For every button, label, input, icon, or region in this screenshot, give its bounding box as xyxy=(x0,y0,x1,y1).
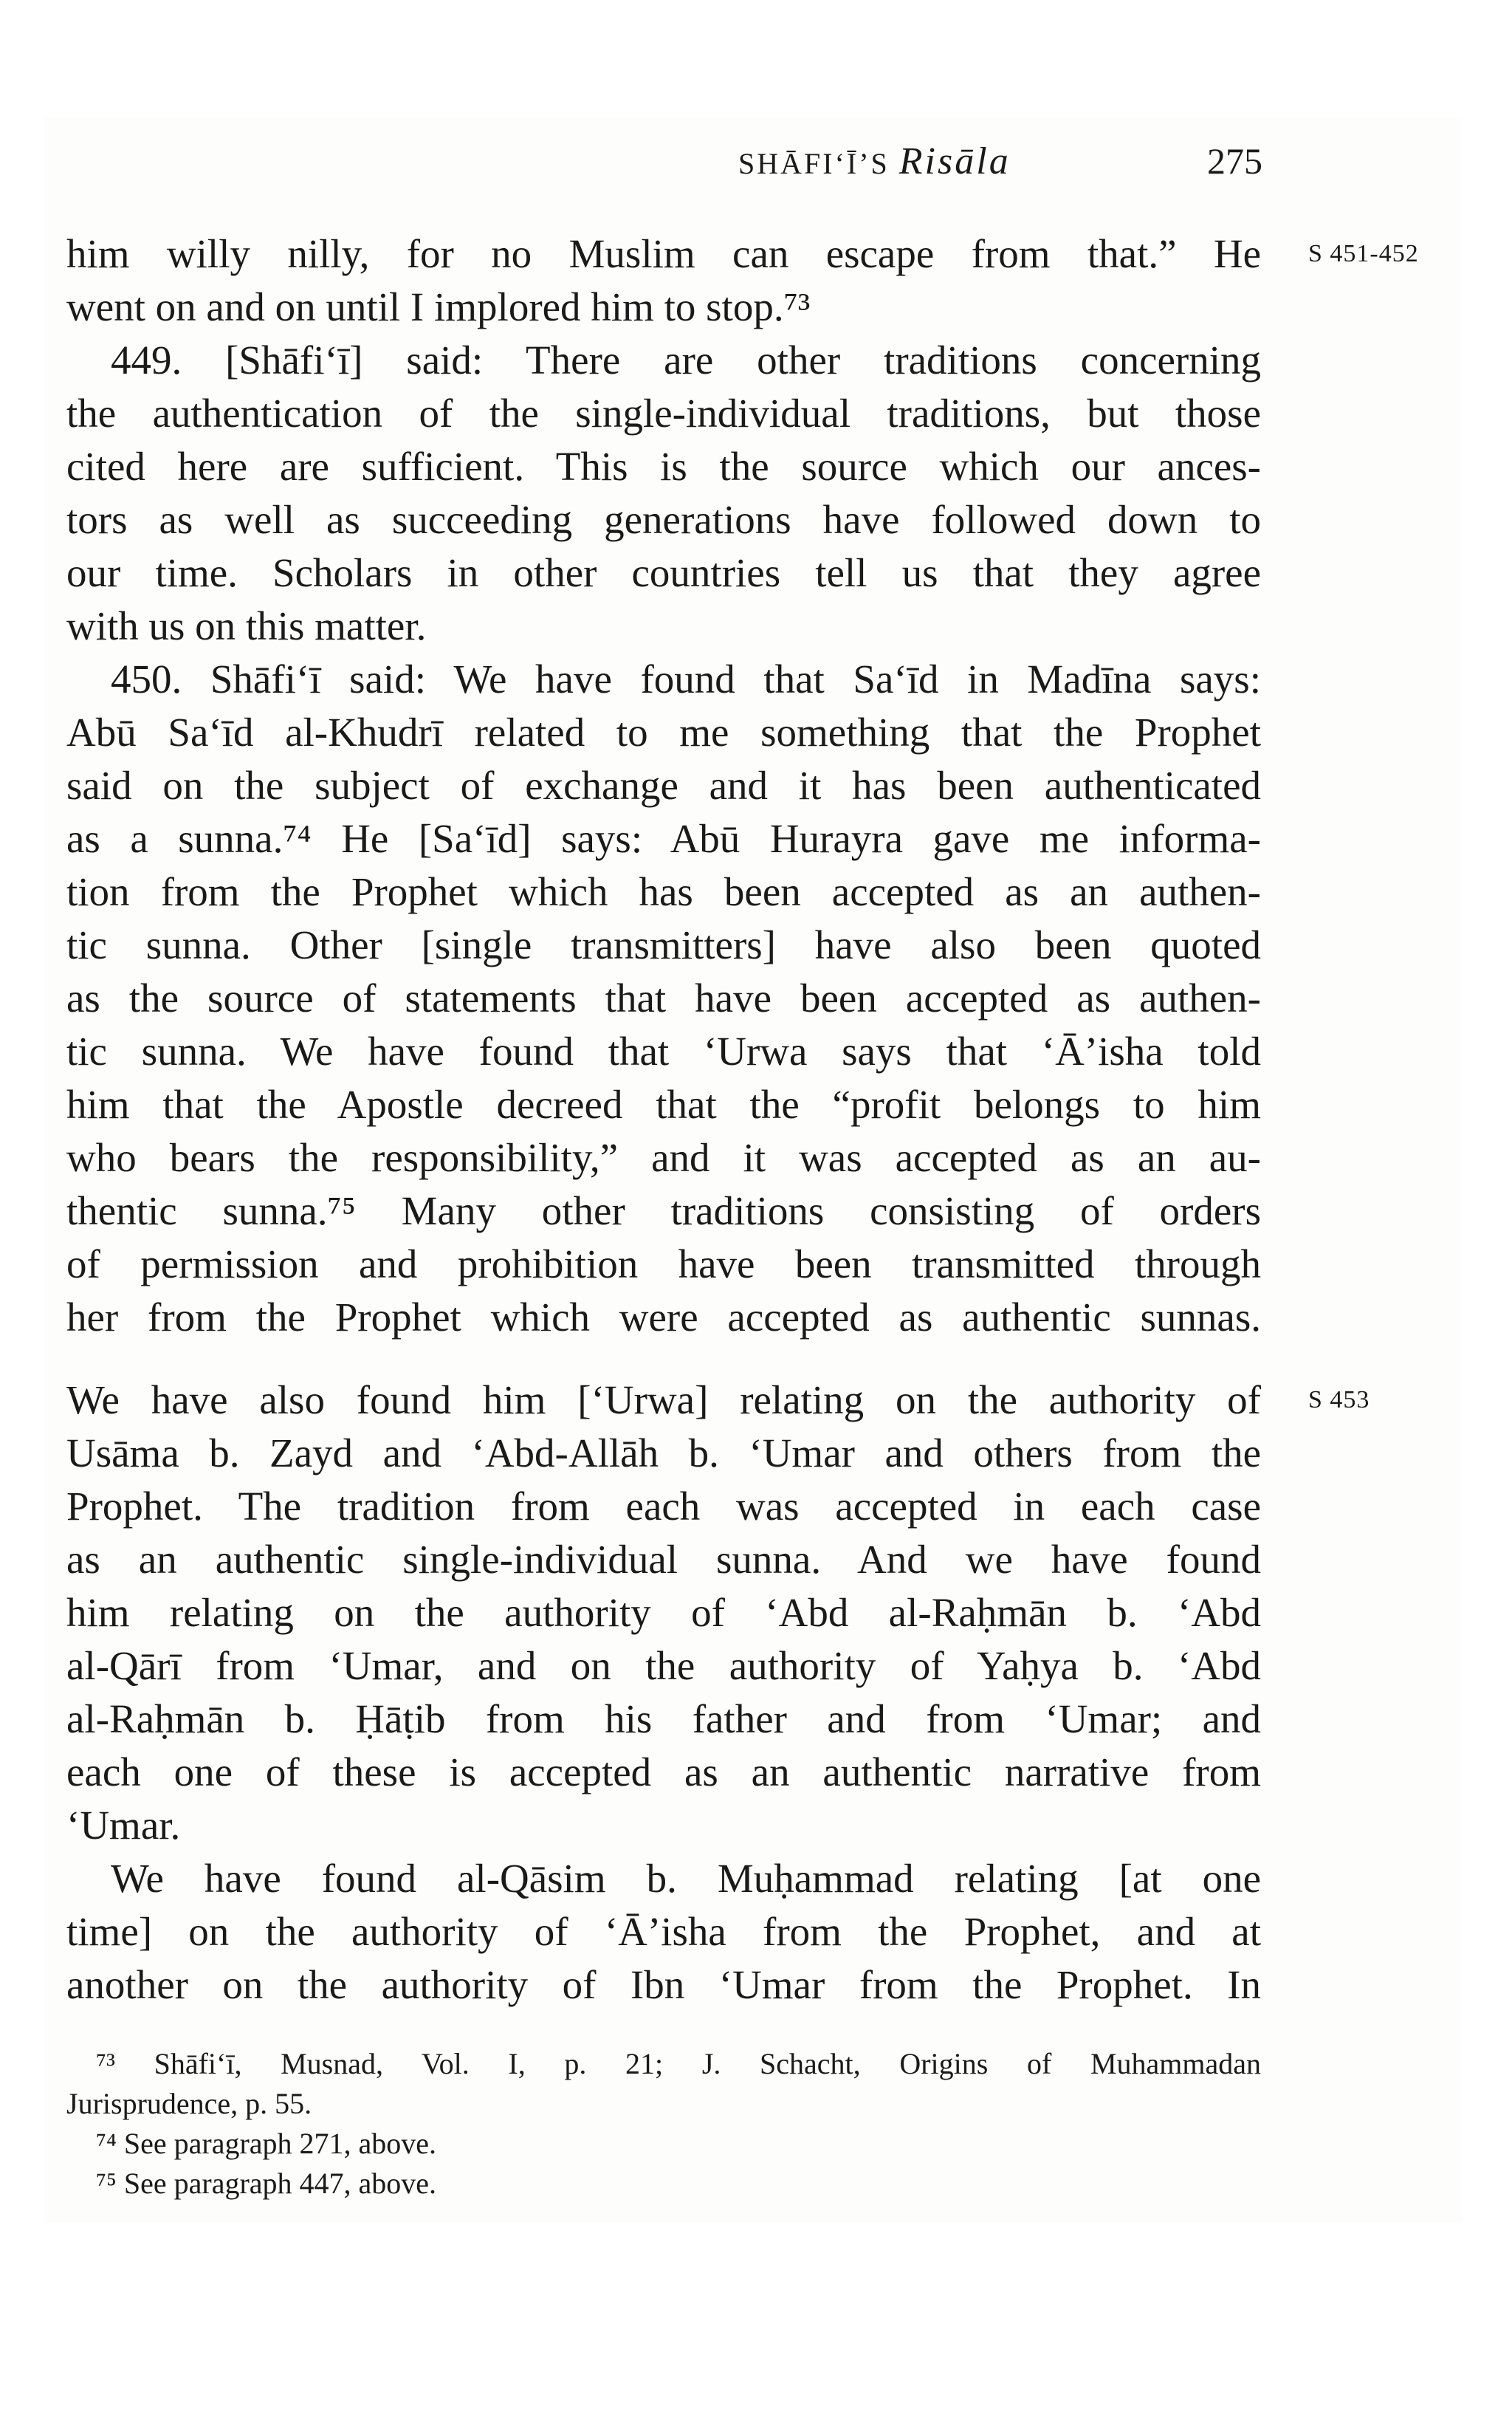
running-title-italic: Risāla xyxy=(898,140,1011,182)
text-line: went on and on until I implored him to stop.⁷³ xyxy=(66,284,811,329)
text-line: each one of these is accepted as an authentic narrative from xyxy=(66,1749,1261,1794)
running-title xyxy=(738,140,1011,182)
text-line: another on the authority of Ibn ‘Umar from the Prophet. In xyxy=(66,1962,1261,2007)
text-line: our time. Scholars in other countries tell us that they agree xyxy=(66,550,1261,595)
margin-ref: S 453 xyxy=(1308,1386,1370,1413)
text-line: with us on this matter. xyxy=(66,603,427,648)
text-line: thentic sunna.⁷⁵ Many other traditions consisting of orders xyxy=(66,1188,1261,1233)
text-line: We have found al-Qāsim b. Muḥammad relating [at one xyxy=(111,1856,1261,1901)
footnote-line: ⁷³ Shāfi‘ī, Musnad, Vol. I, p. 21; J. Schacht, Origins of Muhammadan xyxy=(96,2047,1261,2080)
text-line: of permission and prohibition have been transmitted through xyxy=(66,1241,1261,1286)
text-line: cited here are sufficient. This is the source which our ances- xyxy=(66,444,1261,489)
text-line: tors as well as succeeding generations have followed down to xyxy=(66,497,1261,542)
running-header xyxy=(738,131,1262,191)
text-line: tic sunna. We have found that ‘Urwa says that ‘Ā’isha told xyxy=(66,1029,1261,1074)
footnote-line: ⁷⁵ See paragraph 447, above. xyxy=(96,2167,437,2200)
text-line: We have also found him [‘Urwa] relating on the authority of xyxy=(66,1377,1261,1422)
text-line: tion from the Prophet which has been accepted as an authen- xyxy=(66,869,1261,914)
text-line: as the source of statements that have been accepted as authen- xyxy=(66,976,1261,1021)
text-line: said on the subject of exchange and it has been authenticated xyxy=(66,763,1261,808)
footnote-line: Jurisprudence, p. 55. xyxy=(66,2087,312,2120)
text-line: tic sunna. Other [single transmitters] have also been quoted xyxy=(66,922,1261,967)
page-number: 275 xyxy=(1207,140,1262,182)
text-line: her from the Prophet which were accepted as authentic sunnas. xyxy=(66,1295,1261,1340)
text-line: him that the Apostle decreed that the “profit belongs to him xyxy=(66,1082,1261,1127)
text-line: Abū Sa‘īd al-Khudrī related to me something that the Prophet xyxy=(66,710,1261,755)
text-line: time] on the authority of ‘Ā’isha from the Prophet, and at xyxy=(66,1909,1261,1954)
text-line: him relating on the authority of ‘Abd al-Raḥmān b. ‘Abd xyxy=(66,1590,1261,1635)
text-line: ‘Umar. xyxy=(66,1803,181,1848)
text-line: him willy nilly, for no Muslim can escape from that.” He xyxy=(66,231,1261,276)
text-line: al-Qārī from ‘Umar, and on the authority of Yaḥya b. ‘Abd xyxy=(66,1643,1261,1688)
footnote-line: ⁷⁴ See paragraph 271, above. xyxy=(96,2127,437,2160)
text-line: Prophet. The tradition from each was accepted in each case xyxy=(66,1484,1261,1529)
text-line: who bears the responsibility,” and it was accepted as an au- xyxy=(66,1135,1261,1180)
text-line: Usāma b. Zayd and ‘Abd-Allāh b. ‘Umar and others from the xyxy=(66,1430,1261,1475)
text-line: the authentication of the single-individual traditions, but those xyxy=(66,391,1261,436)
text-line: as an authentic single-individual sunna. And we have found xyxy=(66,1537,1261,1582)
text-line: 449. [Shāfi‘ī] said: There are other traditions concerning xyxy=(111,337,1261,383)
text-line: 450. Shāfi‘ī said: We have found that Sa‘īd in Madīna says: xyxy=(111,657,1261,702)
text-line: as a sunna.⁷⁴ He [Sa‘īd] says: Abū Hurayra gave me informa- xyxy=(66,816,1261,861)
margin-ref: S 451-452 xyxy=(1308,240,1419,267)
running-title-prefix: SHĀFI‘Ī’S xyxy=(738,147,899,180)
text-line: al-Raḥmān b. Ḥāṭib from his father and from ‘Umar; and xyxy=(66,1696,1261,1741)
